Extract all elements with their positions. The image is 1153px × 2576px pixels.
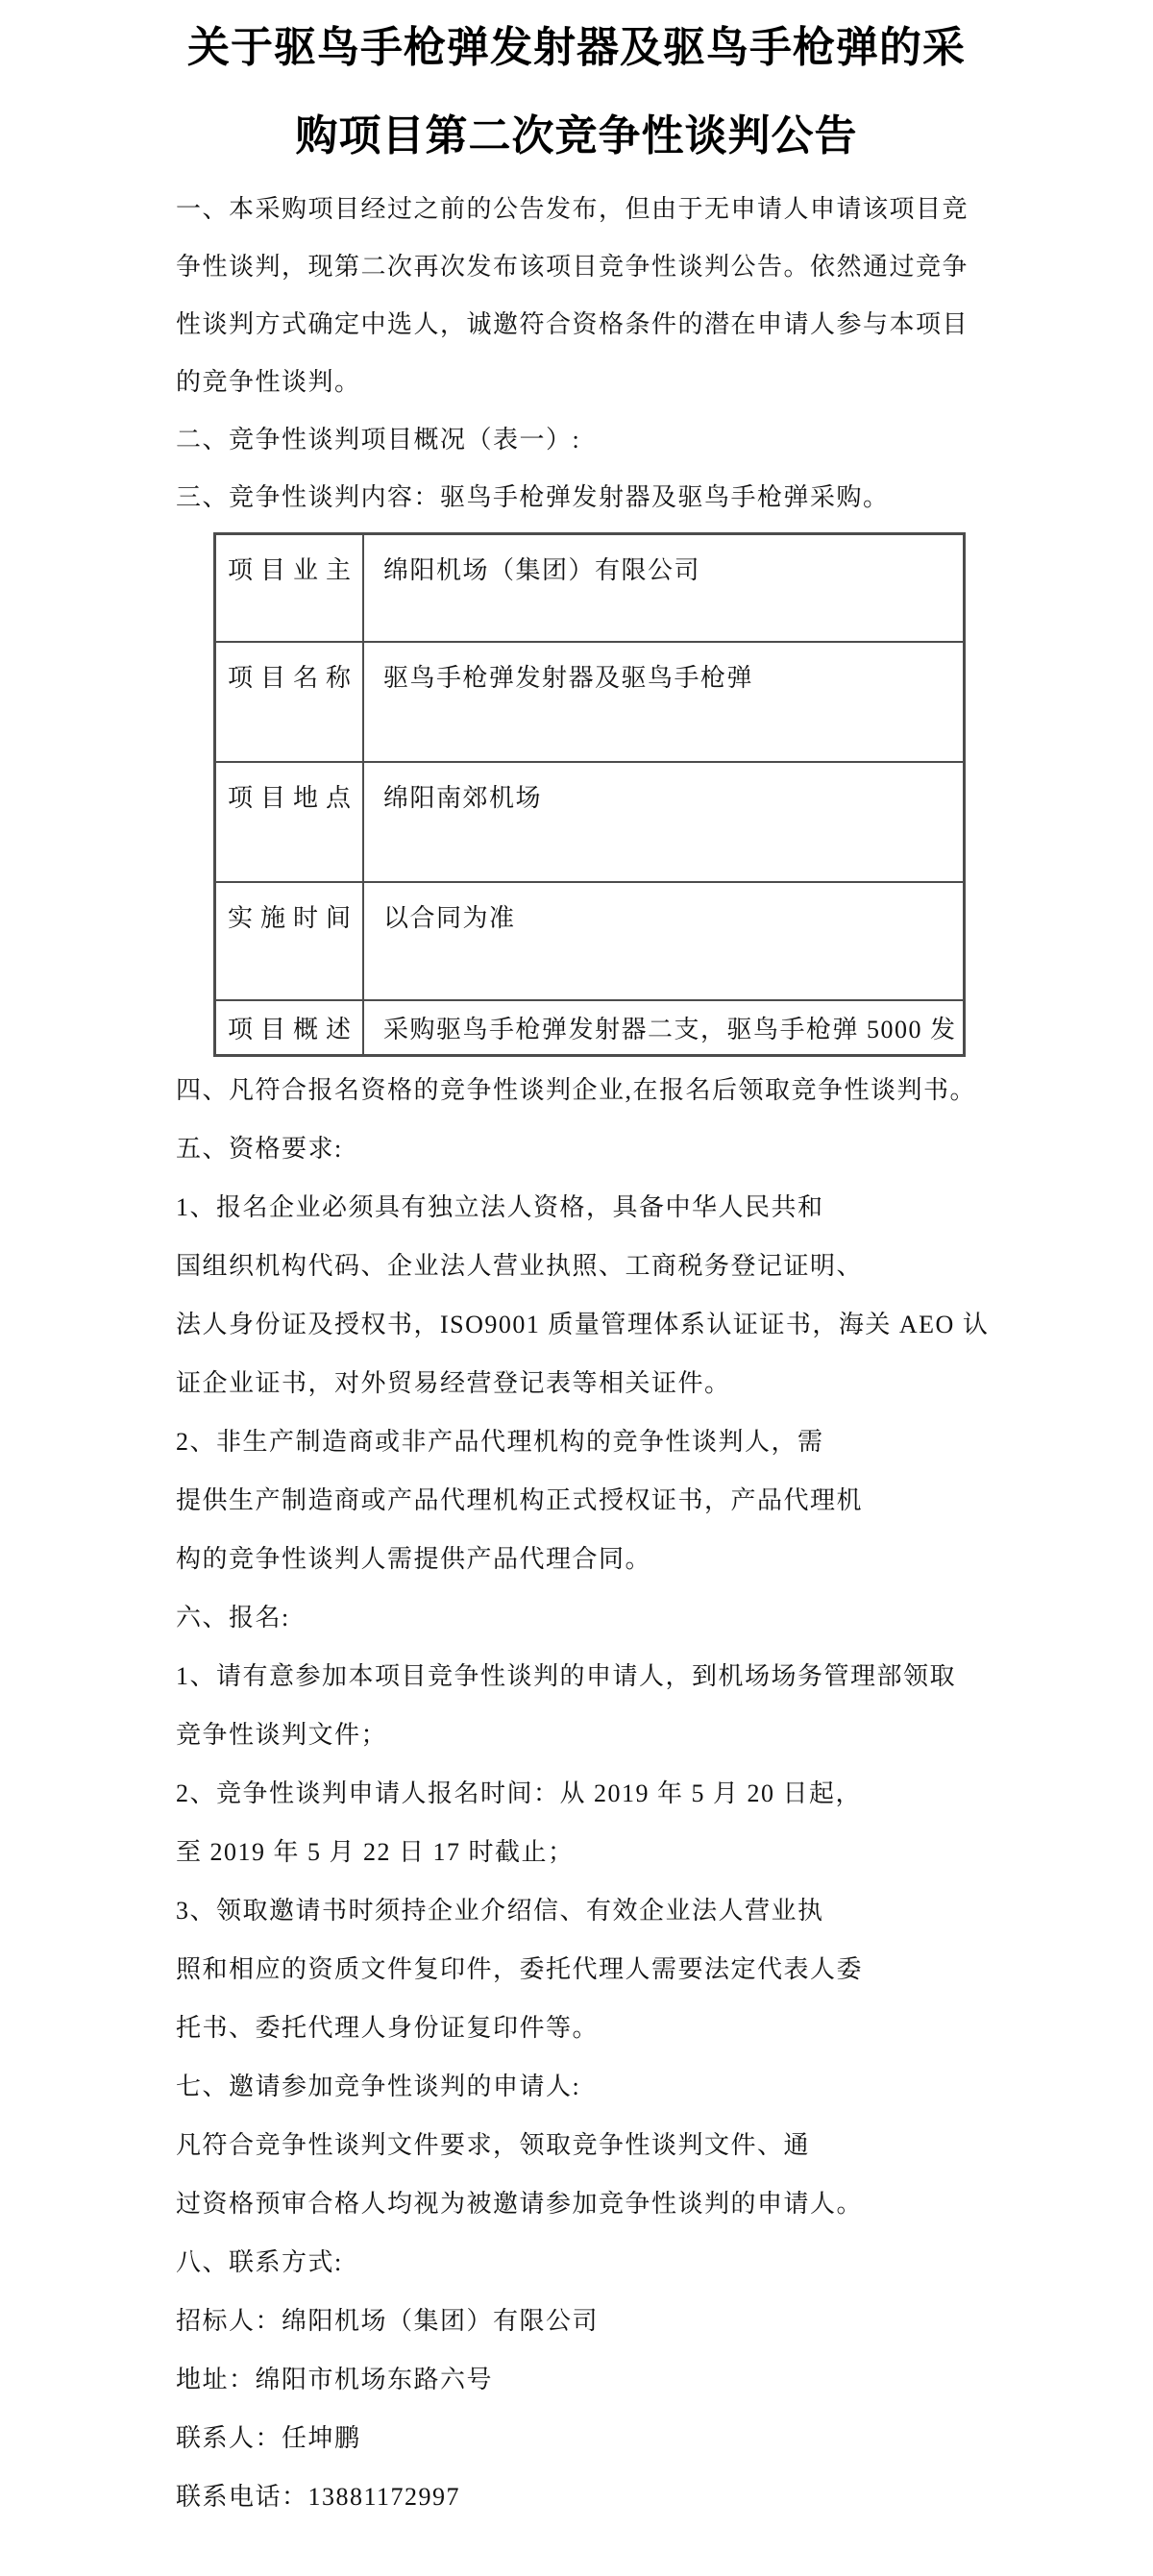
document-title-line-1: 关于驱鸟手枪弹发射器及驱鸟手枪弹的采 <box>187 24 966 71</box>
text-line: 四、凡符合报名资格的竞争性谈判企业,在报名后领取竞争性谈判书。 <box>176 1076 977 1104</box>
table-value-cell: 绵阳南郊机场 <box>363 762 964 882</box>
text-line: 三、竞争性谈判内容：驱鸟手枪弹发射器及驱鸟手枪弹采购。 <box>176 483 890 511</box>
text-line: 竞争性谈判文件； <box>176 1721 388 1749</box>
text-line: 至 2019 年 5 月 22 日 17 时截止； <box>176 1838 575 1866</box>
table-value-cell: 采购驱鸟手枪弹发射器二支，驱鸟手枪弹 5000 发 <box>363 1000 964 1056</box>
post-table-paragraphs <box>176 1061 1038 2526</box>
project-overview-table <box>213 532 966 1057</box>
table-label-cell: 实施时间 <box>215 882 364 1000</box>
text-line: 六、报名: <box>176 1604 290 1631</box>
text-line: 证企业证书，对外贸易经营登记表等相关证件。 <box>176 1369 731 1397</box>
project-overview-table-body <box>215 534 965 1056</box>
text-line: 过资格预审合格人均视为被邀请参加竞争性谈判的申请人。 <box>176 2190 864 2218</box>
document-title-line-2: 购项目第二次竞争性谈判公告 <box>295 112 858 159</box>
table-value-cell: 绵阳机场（集团）有限公司 <box>363 534 964 642</box>
text-line: 八、联系方式: <box>176 2248 343 2276</box>
text-line: 托书、委托代理人身份证复印件等。 <box>176 2014 600 2042</box>
pre-table-paragraphs <box>176 181 1038 527</box>
table-row <box>215 882 965 1000</box>
table-row <box>215 642 965 762</box>
text-line: 3、领取邀请书时须持企业介绍信、有效企业法人营业执 <box>176 1897 824 1925</box>
text-line: 凡符合竞争性谈判文件要求，领取竞争性谈判文件、通 <box>176 2131 811 2159</box>
table-label-cell: 项目地点 <box>215 762 364 882</box>
table-value-cell: 驱鸟手枪弹发射器及驱鸟手枪弹 <box>363 642 964 762</box>
document-title <box>0 0 1153 181</box>
text-line: 2、非生产制造商或非产品代理机构的竞争性谈判人，需 <box>176 1428 824 1456</box>
text-line: 七、邀请参加竞争性谈判的申请人: <box>176 2073 581 2100</box>
table-label-cell: 项目概述 <box>215 1000 364 1056</box>
table-row <box>215 534 965 642</box>
text-line: 争性谈判，现第二次再次发布该项目竞争性谈判公告。依然通过竞争 <box>176 253 969 281</box>
text-line: 联系人：任坤鹏 <box>176 2424 361 2452</box>
text-line: 构的竞争性谈判人需提供产品代理合同。 <box>176 1545 652 1573</box>
text-line: 五、资格要求: <box>176 1135 343 1163</box>
text-line: 地址：绵阳市机场东路六号 <box>176 2366 494 2393</box>
text-line: 1、请有意参加本项目竞争性谈判的申请人，到机场场务管理部领取 <box>176 1662 957 1690</box>
text-line: 招标人：绵阳机场（集团）有限公司 <box>176 2307 600 2335</box>
text-line: 联系电话：13881172997 <box>176 2483 461 2511</box>
text-line: 国组织机构代码、企业法人营业执照、工商税务登记证明、 <box>176 1252 864 1280</box>
text-line: 法人身份证及授权书，ISO9001 质量管理体系认证证书，海关 AEO 认 <box>176 1311 990 1338</box>
text-line: 性谈判方式确定中选人，诚邀符合资格条件的潜在申请人参与本项目 <box>176 310 969 338</box>
document-body <box>0 181 1153 2526</box>
table-value-cell: 以合同为准 <box>363 882 964 1000</box>
table-row <box>215 1000 965 1056</box>
text-line: 2、竞争性谈判申请人报名时间：从 2019 年 5 月 20 日起， <box>176 1779 863 1807</box>
table-row <box>215 762 965 882</box>
text-line: 的竞争性谈判。 <box>176 368 361 396</box>
text-line: 一、本采购项目经过之前的公告发布，但由于无申请人申请该项目竞 <box>176 195 969 223</box>
text-line: 提供生产制造商或产品代理机构正式授权证书，产品代理机 <box>176 1486 864 1514</box>
text-line: 1、报名企业必须具有独立法人资格，具备中华人民共和 <box>176 1193 824 1221</box>
table-label-cell: 项目名称 <box>215 642 364 762</box>
text-line: 照和相应的资质文件复印件，委托代理人需要法定代表人委 <box>176 1955 864 1983</box>
text-line: 二、竞争性谈判项目概况（表一）: <box>176 426 581 454</box>
table-label-cell: 项目业主 <box>215 534 364 642</box>
